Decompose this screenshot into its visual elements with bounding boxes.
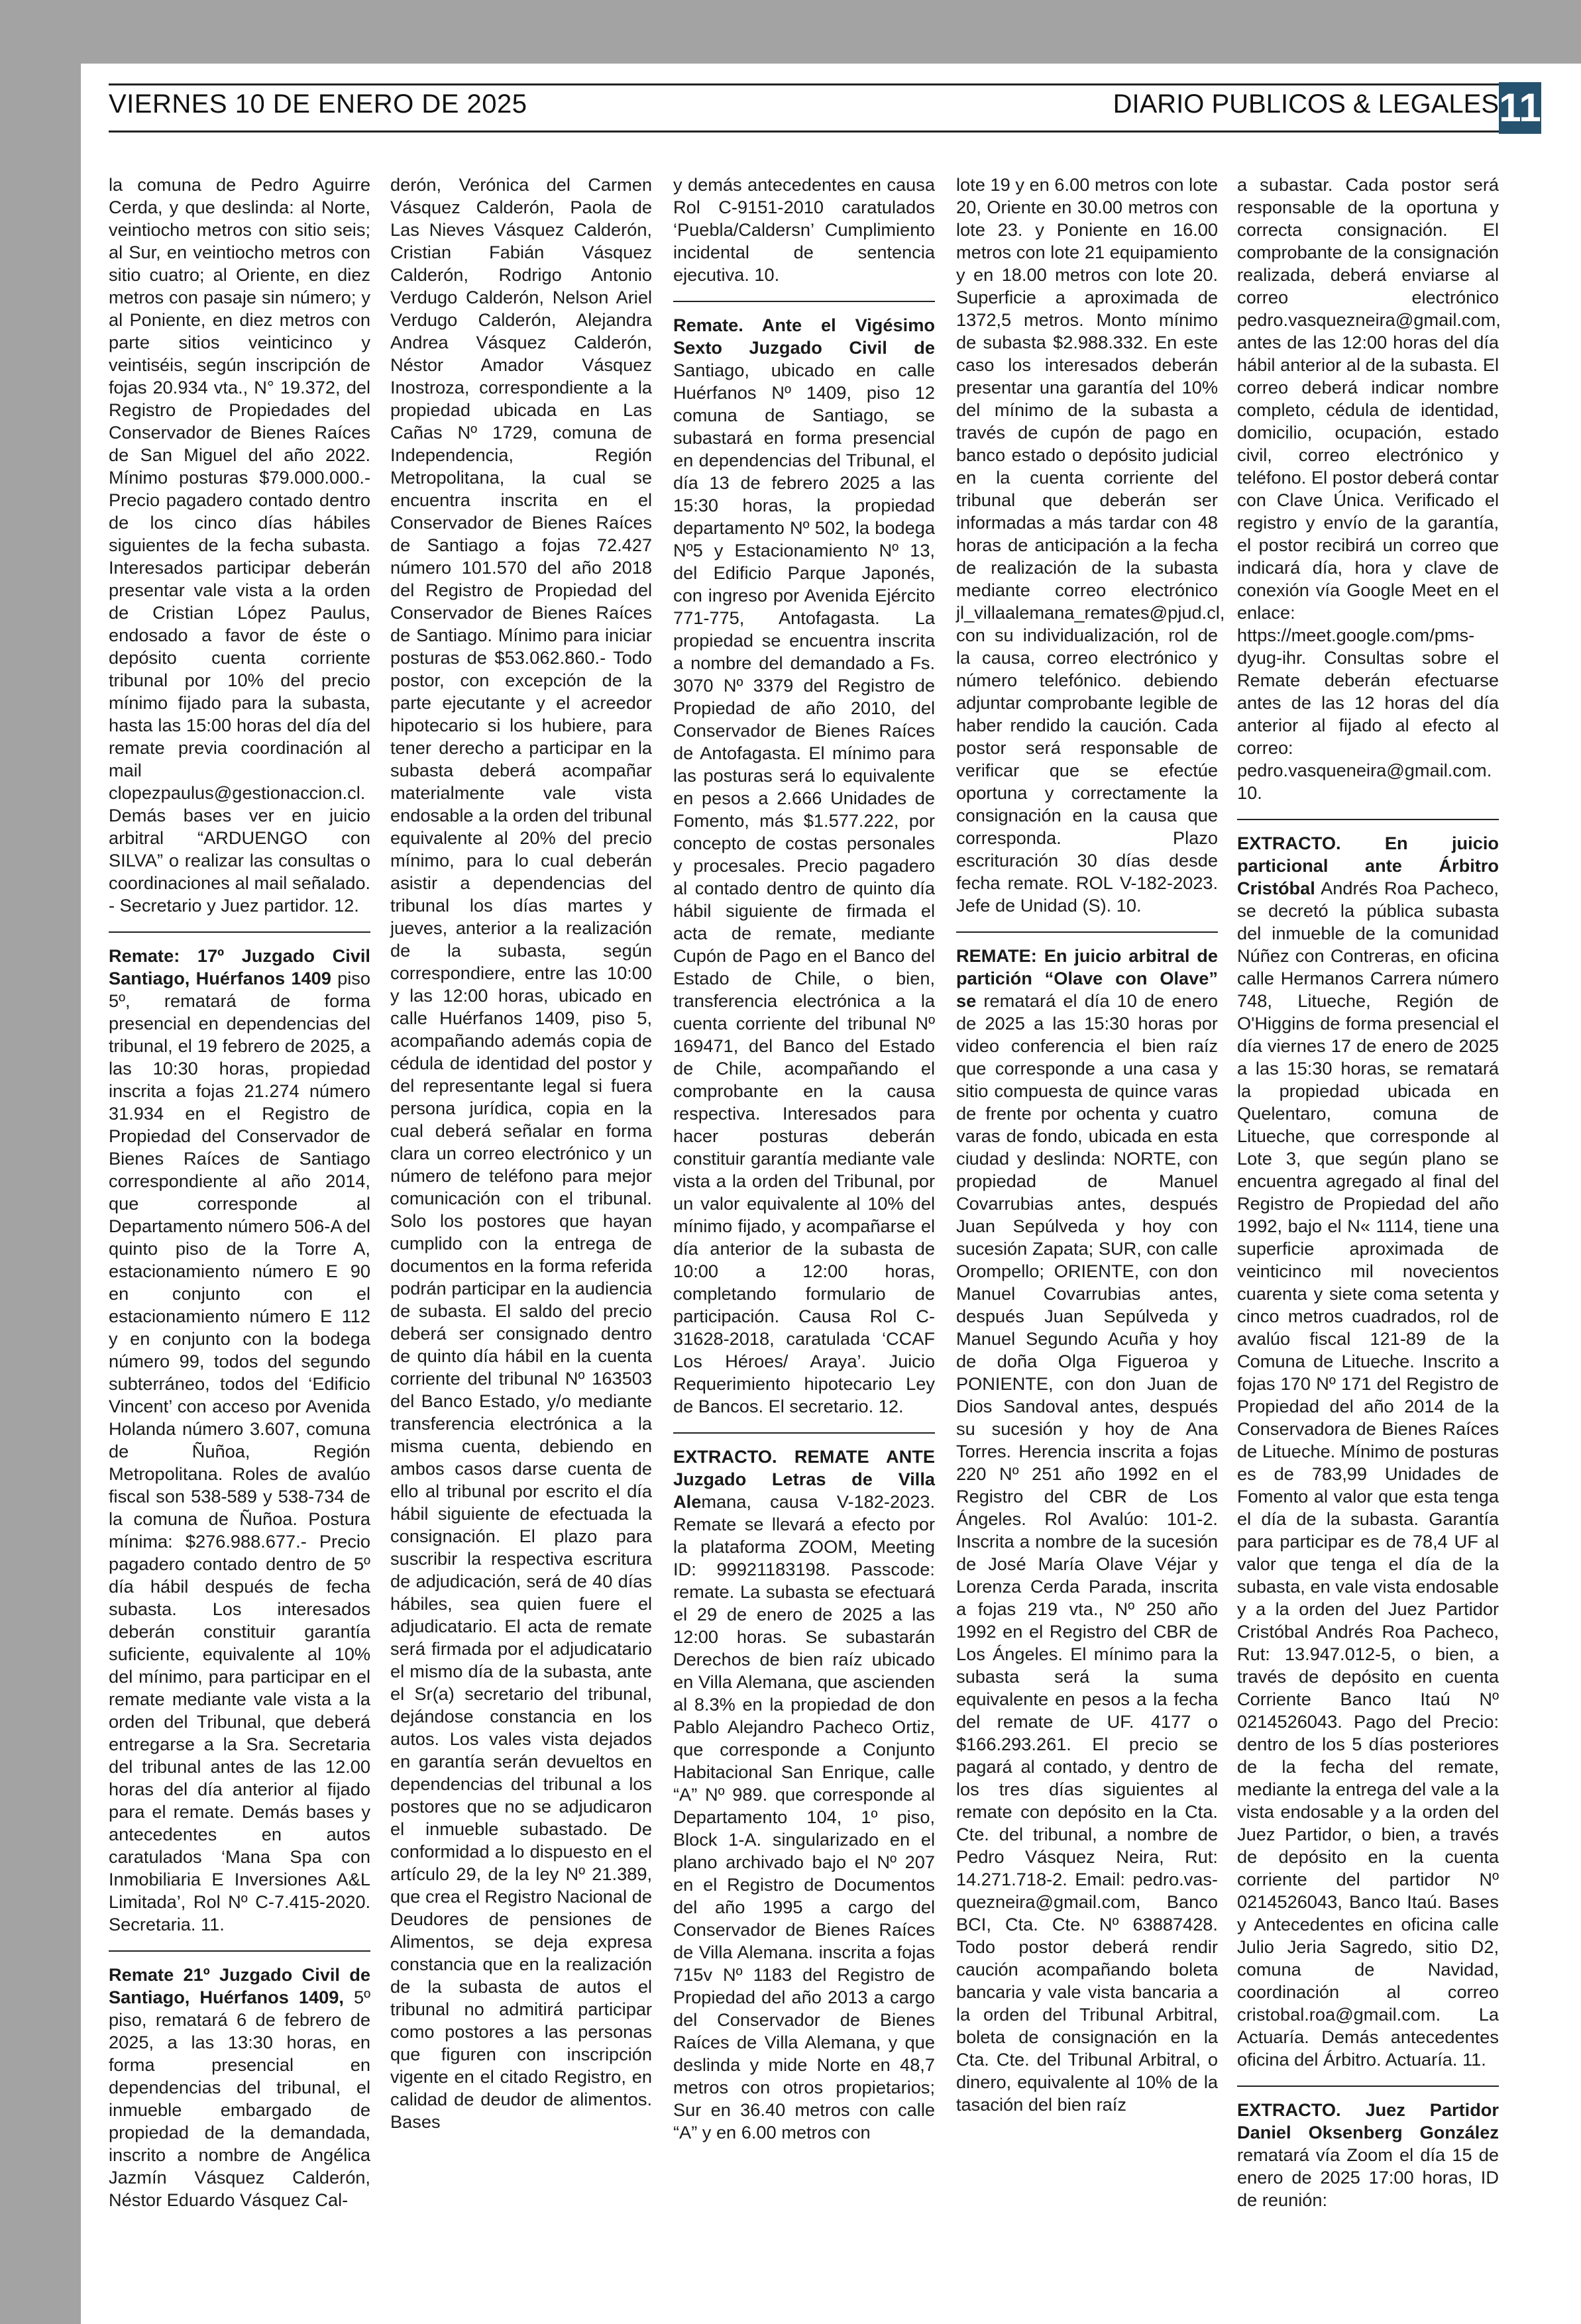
notice-body: derón, Verónica del Carmen Vásquez Calderón, Paola de Las Nieves Vásquez Calderón, Cristian Fabián Vásquez Calderón, Rodrigo Antonio Verdugo Calderón, Nelson Ariel Verdugo Calderón, Alejandra Andrea Vásquez Calderón, Néstor Amador Vásquez Inostroza, correspondiente a la propiedad ubicada en Las Cañas Nº 1729, comuna de Independencia, Región Metropolitana, la cual se encuentra inscrita en el Conservador de Bienes Raíces de Santiago a fojas 72.427 número 101.570 del año 2018 del Registro de Propiedad del Conservador de Bienes Raíces de Santiago. Mínimo para iniciar posturas de $53.062.860.- Todo postor, con excepción de la parte ejecutante y el acreedor hipotecario si los hubiere, para tener derecho a participar en la subasta deberá acompañar materialmente vale vista endosable a la orden del tribunal equivalente al 20% del precio mínimo, para lo cual deberán asistir a dependencias del tribunal los días martes y jueves, anterior a la realización de la subasta, según correspondiere, entre las 10:00 y las 12:00 horas, ubicado en calle Huérfanos 1409, piso 5, acompañando además copia de cédula de identidad del postor y del representante legal si fuera persona jurídica, copia en la cual deberá señalar en forma clara un correo electrónico y un número de teléfono para mejor comunicación con el tribunal. Solo los postores que hayan cumplido con la entrega de documentos en la forma referida podrán participar en la audiencia de subasta. El saldo del precio deberá ser consignado dentro de quinto día hábil en la cuenta corriente del tribunal Nº 163503 del Banco Estado, y/o mediante transferencia electrónica a la misma cuenta, debiendo en ambos casos darse cuenta de ello al tribunal por escrito el día hábil siguiente de efectuada la consignación. El plazo para suscribir la respectiva escritura de adjudicación, será de 40 días hábiles, sea quien fuere el adjudicatario. El acta de remate será firmada por el adjudicatario el mismo día de la subasta, ante el Sr(a) secretario del tribunal, dejándose constancia en los autos. Los vales vista dejados en garantía serán devueltos en dependencias del tribunal a los postores que no se adjudicaron el inmueble subastado. De conformidad a lo dispuesto en el artículo 29, de la ley Nº 21.389, que crea el Registro Nacional de Deudores de pensiones de Alimentos, se deja expresa constancia que en la realización de la subasta de autos el tribunal no admitirá participar como postores a las personas que figuren con inscripción vigente en el citado Registro, en calidad de deudor de alimentos. Bases bbox=[390, 174, 652, 2132]
notice-body: 5º piso, rematará 6 de febrero de 2025, a las 13:30 horas, en forma presencial en dependencias del tribunal, el inmueble embargado de propiedad de la demandada, inscrito a nombre de Angélica Jazmín Vásquez Calderón, Néstor Eduardo Vásquez Cal- bbox=[109, 1987, 371, 2210]
column-1 bbox=[109, 174, 370, 2211]
notice-separator bbox=[1237, 2086, 1499, 2087]
legal-notice bbox=[673, 314, 935, 1418]
legal-notice bbox=[1237, 832, 1499, 2071]
legal-notice bbox=[673, 1446, 935, 2144]
legal-notice bbox=[673, 174, 935, 286]
notice-heading: Remate 21º Juzgado Civil de Santiago, Huérfanos 1409, bbox=[109, 1964, 370, 2007]
column-2 bbox=[390, 174, 652, 2133]
notice-separator bbox=[109, 1950, 370, 1952]
notice-heading: EXTRACTO. En juicio particional ante Árbitro Cristóbal bbox=[1237, 833, 1499, 898]
notice-separator bbox=[109, 931, 370, 933]
notice-heading: EXTRACTO. Juez Partidor Daniel Oksenberg González bbox=[1237, 2099, 1499, 2142]
column-5 bbox=[1237, 174, 1499, 2211]
legal-notice bbox=[109, 1964, 370, 2211]
legal-notice bbox=[956, 174, 1225, 917]
notice-body: la comuna de Pedro Aguirre Cerda, y que deslinda: al Norte, veintiocho metros con sitio seis; al Sur, en veintiocho metros con sitio cuatro; al Oriente, en diez metros con pasaje sin número; y al Poniente, en diez metros con parte sitios veinticinco y veintiséis, según inscripción de fojas 20.934 vta., N° 19.372, del Registro de Propiedades del Conservador de Bienes Raíces de San Miguel del año 2022. Mínimo posturas $79.000.000.- Precio pagadero contado dentro de los cinco días hábiles siguientes de la fecha subasta. Interesados participar deberán presentar vale vista a la orden de Cristian López Paulus, endosado a favor de éste o depósito cuenta corriente tribunal por 10% del precio mínimo fijado para la subasta, hasta las 15:00 horas del día del remate previa coordinación al mail clopezpaulus@gestionaccion.cl. Demás bases ver en juicio arbitral “ARDUENGO con SILVA” o realizar las consultas o coordinaciones al mail señalado. - Secretario y Juez partidor. 12. bbox=[109, 174, 370, 916]
notice-body: mana, causa V-182-2023. Remate se llevará a efecto por la plataforma ZOOM, Meeting ID: 99921183198. Passcode: remate. La subasta se efectuará el 29 de enero de 2025 a las 12:00 horas. Se subastarán Derechos de bien raíz ubicado en Villa Alemana, que ascienden al 8.3% en la propiedad de don Pablo Alejandro Pacheco Ortiz, que corresponde a Conjunto Habitacional San Enrique, calle “A” Nº 989. que corresponde al Departamento 104, 1º piso, Block 1-A. singularizado en el plano archivado bajo el Nº 207 en el Registro de Documentos del año 1995 a cargo del Conservador de Bienes Raíces de Villa Alemana. inscrita a fojas 715v Nº 1183 del Registro de Propiedad del año 2013 a cargo del Conservador de Bienes Raíces de Villa Alemana, y que deslinda y mide Norte en 48,7 metros con otros propietarios; Sur en 36.40 metros con calle “A” y en 6.00 metros con bbox=[673, 1491, 935, 2142]
legal-notice bbox=[109, 174, 370, 917]
notice-body: Andrés Roa Pacheco, se decretó la pública subasta del inmueble de la comunidad Núñez con Contreras, en oficina calle Hermanos Carrera número 748, Litueche, Región de O'Higgins de forma presencial el día viernes 17 de enero de 2025 a las 15:30 horas, se rematará la propiedad ubicada en Quelentaro, comuna de Litueche, que corresponde al Lote 3, que según plano se encuentra agregado al final del Registro de Propiedad del año 1992, bajo el N« 1114, tiene una superficie aproximada de veinticinco mil novecientos cuarenta y siete coma setenta y cinco metros cuadrados, rol de avalúo fiscal 121-89 de la Comuna de Litueche. Inscrito a fojas 170 Nº 171 del Registro de Propiedad del año 2014 de la Conservadora de Bienes Raíces de Litueche. Mínimo de posturas es de 783,99 Unidades de Fomento al valor que esta tenga el día de la subasta. Garantía para participar es de 78,4 UF al valor que tenga el día de la subasta, en vale vista endosable y a la orden del Juez Partidor Cristóbal Andrés Roa Pacheco, Rut: 13.947.012-5, o bien, a través de depósito en cuenta Corriente Banco Itaú Nº 0214526043. Pago del Precio: dentro de los 5 días posteriores de la fecha del remate, mediante la entrega del vale a la vista endosable y a la orden del Juez Partidor, o bien, a través de depósito en la cuenta corriente del partidor Nº 0214526043, Banco Itaú. Bases y Antecedentes en oficina calle Julio Jeria Sagredo, sitio D2, comuna de Navidad, coordinación al correo cristobal.roa@gmail.com. La Actuaría. Demás antecedentes oficina del Árbitro. Actuaría. 11. bbox=[1237, 878, 1499, 2070]
notice-heading: REMATE: En juicio arbitral de partición “Olave con Olave” se bbox=[956, 945, 1218, 1011]
notice-separator bbox=[673, 1432, 935, 1434]
notice-body: rematará vía Zoom el día 15 de enero de 2025 17:00 horas, ID de reunión: bbox=[1237, 2144, 1499, 2210]
notice-heading: EXTRACTO. REMATE ANTE Juzgado Letras de Villa Ale bbox=[673, 1446, 935, 1512]
notice-body: a subastar. Cada postor será responsable de la oportuna y correcta consignación. El comprobante de la consignación realizada, deberá enviarse al correo electrónico pedro.vasquezneira@gmail.com, antes de las 12:00 horas del día hábil anterior al de la subasta. El correo deberá indicar nombre completo, cédula de identidad, domicilio, ocupación, estado civil, correo electrónico y teléfono. El postor deberá contar con Clave Única. Verificado el registro y envío de la garantía, el postor recibirá un correo que indicará día, hora y clave de conexión vía Google Meet en el enlace: https://meet.google.com/pms-dyug-ihr. Consultas sobre el Remate deberán efectuarse antes de las 12 horas del día anterior al fijado al efecto al correo: pedro.vasqueneira@gmail.com. 10. bbox=[1237, 174, 1501, 803]
column-3 bbox=[673, 174, 935, 2144]
notice-separator bbox=[1237, 819, 1499, 820]
notice-separator bbox=[956, 931, 1218, 933]
legal-notice bbox=[390, 174, 652, 2133]
notice-body: rematará el día 10 de enero de 2025 a las 15:30 horas por video conferencia el bien raíz que corresponde a una casa y sitio compuesta de quince varas de frente por ochenta y cuatro varas de fondo, ubicada en esta ciudad y deslinda: NORTE, con propiedad de Manuel Covarrubias antes, después Juan Sepúlveda y hoy con sucesión Zapata; SUR, con calle Orompello; ORIENTE, con don Manuel Covarrubias antes, después Juan Sepúlveda y Manuel Segundo Acuña y hoy de doña Olga Figueroa y PONIENTE, con don Juan de Dios Sandoval antes, después su sucesión y hoy de Ana Torres. Herencia inscrita a fojas 220 Nº 251 año 1992 en el Registro del CBR de Los Ángeles. Rol Avalúo: 101-2. Inscrita a nombre de la sucesión de José María Olave Véjar y Lorenza Cerda Parada, inscrita a fojas 219 vta., Nº 250 año 1992 en el Registro del CBR de Los Ángeles. El mínimo para la subasta será la suma equivalente en pesos a la fecha del remate de UF. 4177 o $166.293.261. El precio se pagará al contado, y dentro de los tres días siguientes al remate con depósito en la Cta. Cte. del tribunal, a nombre de Pedro Vásquez Neira, Rut: 14.271.718-2. Email: pedro.vas-quezneira@gmail.com, Banco BCI, Cta. Cte. Nº 63887428. Todo postor deberá rendir caución acompañando boleta bancaria y vale vista bancaria a la orden del Tribunal Arbitral, boleta de consignación en la Cta. Cte. del Tribunal Arbitral, o dinero, equivalente al 10% de la tasación del bien raíz bbox=[956, 990, 1218, 2115]
page-number-badge: 11 bbox=[1499, 82, 1541, 134]
publication-name: DIARIO PUBLICOS & LEGALES bbox=[1113, 89, 1499, 119]
notice-body: lote 19 y en 6.00 metros con lote 20, Oriente en 30.00 metros con lote 23. y Poniente en 16.00 metros con lote 21 equipamiento y en 18.00 metros con lote 20. Superficie a aproximada de 1372,5 metros. Monto mínimo de subasta $2.988.332. En este caso los interesados deberán presentar una garantía del 10% del mínimo de la subasta a través de cupón de pago en banco estado o depósito judicial en la cuenta corriente del tribunal que deberán ser informadas a más tardar con 48 horas de anticipación a la fecha de realización de la subasta mediante correo electrónico jl_villaalemana_remates@pjud.cl, con su individualización, rol de la causa, correo electrónico y número telefónico. debiendo adjuntar comprobante legible de haber rendido la caución. Cada postor será responsable de verificar que se efectúe oportuna y correctamente la consignación en la causa que corresponda. Plazo escrituración 30 días desde fecha remate. ROL V-182-2023. Jefe de Unidad (S). 10. bbox=[956, 174, 1225, 916]
legal-notice bbox=[1237, 2099, 1499, 2211]
notice-body: piso 5º, rematará de forma presencial en dependencias del tribunal, el 19 febrero de 2025, a las 10:30 horas, propiedad inscrita a fojas 21.274 número 31.934 en el Registro de Propiedad del Conservador de Bienes Raíces de Santiago correspondiente al año 2014, que corresponde al Departamento número 506-A del quinto piso de la Torre A, estacionamiento número E 90 en conjunto con el estacionamiento número E 112 y en conjunto con la bodega número 99, todos del segundo subterráneo, todos del ‘Edificio Vincent’ con acceso por Avenida Holanda número 3.607, comuna de Ñuñoa, Región Metropolitana. Roles de avalúo fiscal son 538-589 y 538-734 de la comuna de Ñuñoa. Postura mínima: $276.988.677.- Precio pagadero contado dentro de 5º día hábil después de fecha subasta. Los interesados deberán constituir garantía suficiente, equivalente al 10% del mínimo, para participar en el remate mediante vale vista a la orden del Tribunal, que deberá entregarse a la Sra. Secretaria del tribunal antes de las 12.00 horas del día anterior al fijado para el remate. Demás bases y antecedentes en autos caratulados ‘Mana Spa con Inmobiliaria E Inversiones A&L Limitada’, Rol Nº C-7.415-2020. Secretaria. 11. bbox=[109, 968, 370, 1934]
legal-notice bbox=[109, 945, 370, 1936]
notice-heading: Remate. Ante el Vigésimo Sexto Juzgado Civil de bbox=[673, 315, 935, 358]
legal-notice bbox=[956, 945, 1218, 2116]
notice-body: y demás antecedentes en causa Rol C-9151-2010 caratulados ‘Puebla/Caldersn’ Cumplimiento incidental de sentencia ejecutiva. 10. bbox=[673, 174, 935, 285]
issue-date: VIERNES 10 DE ENERO DE 2025 bbox=[109, 89, 527, 119]
notice-heading: Remate: 17º Juzgado Civil Santiago, Huérfanos 1409 bbox=[109, 945, 370, 988]
notice-body: Santiago, ubicado en calle Huérfanos Nº 1409, piso 12 comuna de Santiago, se subastará en forma presencial en dependencias del Tribunal, el día 13 de febrero 2025 a las 15:30 horas, la propiedad departamento Nº 502, la bodega Nº5 y Estacionamiento Nº 13, del Edificio Parque Japonés, con ingreso por Avenida Ejército 771-775, Antofagasta. La propiedad se encuentra inscrita a nombre del demandado a Fs. 3070 Nº 3379 del Registro de Propiedad de año 2010, del Conservador de Bienes Raíces de Antofagasta. El mínimo para las posturas será lo equivalente en pesos a 2.666 Unidades de Fomento, más $1.577.222, por concepto de costas personales y procesales. Precio pagadero al contado dentro de quinto día hábil siguiente de firmada el acta de remate, mediante Cupón de Pago en el Banco del Estado de Chile, o bien, transferencia electrónica a la cuenta corriente del tribunal Nº 169471, del Banco del Estado de Chile, acompañando el comprobante en la causa respectiva. Interesados para hacer posturas deberán constituir garantía mediante vale vista a la orden del Tribunal, por un valor equivalente al 10% del mínimo fijado, y acompañarse el día anterior de la subasta de 10:00 a 12:00 horas, completando formulario de participación. Causa Rol C-31628-2018, caratulada ‘CCAF Los Héroes/ Araya’. Juicio Requerimiento hipotecario Ley de Bancos. El secretario. 12. bbox=[673, 360, 935, 1416]
legal-notice bbox=[1237, 174, 1499, 804]
column-4 bbox=[956, 174, 1225, 2116]
notice-separator bbox=[673, 301, 935, 302]
page-header bbox=[109, 83, 1499, 132]
